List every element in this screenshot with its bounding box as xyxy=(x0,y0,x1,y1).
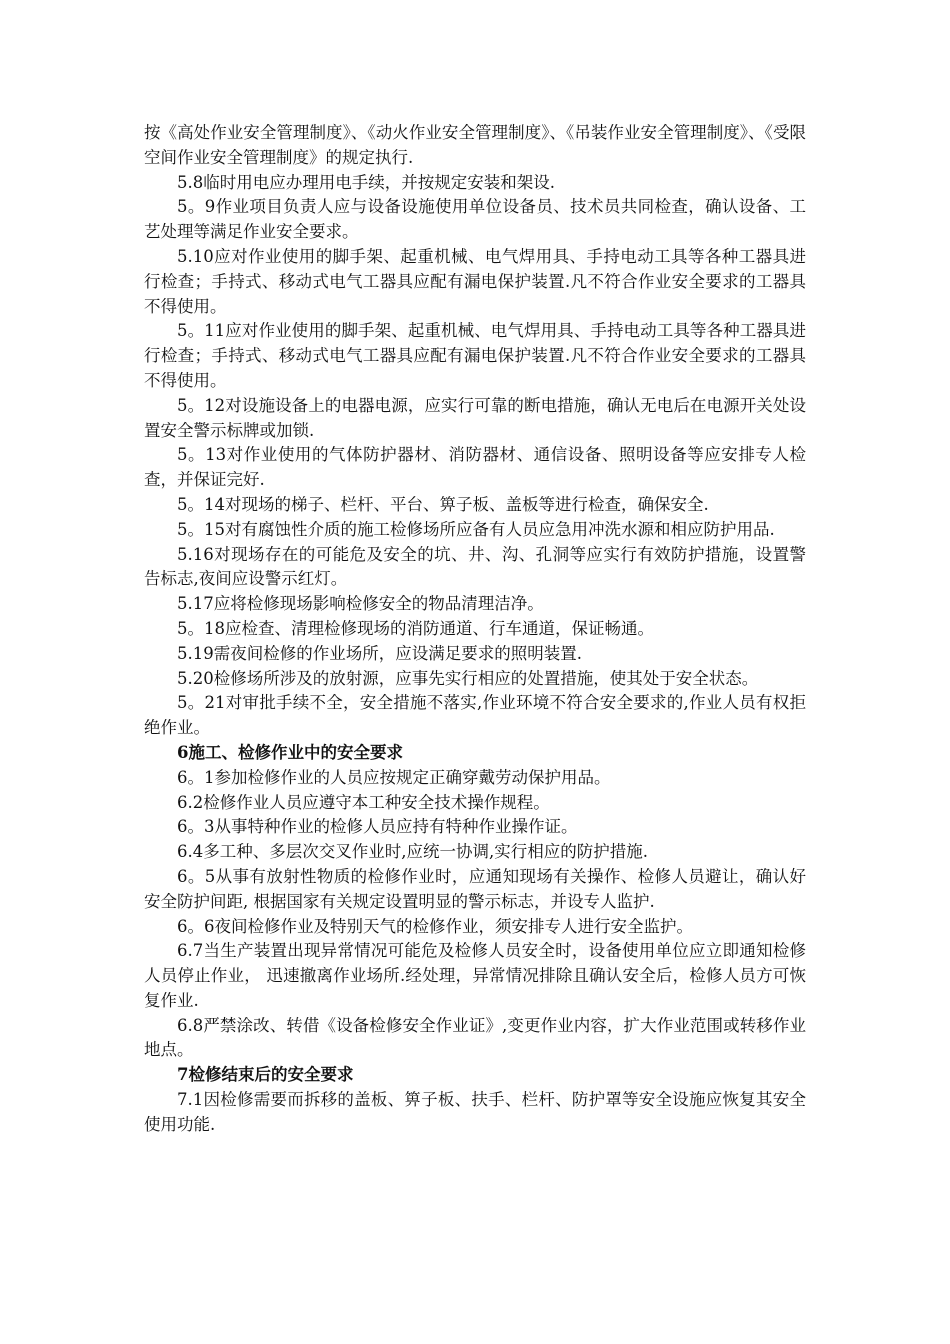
body-paragraph: 6.4多工种、多层次交叉作业时,应统一协调,实行相应的防护措施. xyxy=(177,842,648,862)
section-heading: 6施工、检修作业中的安全要求 xyxy=(177,742,403,762)
body-paragraph: 6.2检修作业人员应遵守本工种安全技术操作规程。 xyxy=(177,792,550,812)
body-paragraph: 6。6夜间检修作业及特别天气的检修作业，须安排专人进行安全监护。 xyxy=(177,916,693,936)
body-paragraph: 5.16对现场存在的可能危及安全的坑、井、沟、孔洞等应实行有效防护措施，设置警告标志,夜间应设警示红灯。 xyxy=(144,544,806,589)
body-paragraph: 5。9作业项目负责人应与设备设施使用单位设备员、技术员共同检查，确认设备、工艺处理等满足作业安全要求。 xyxy=(144,197,806,242)
body-paragraph: 5。12对设施设备上的电器电源，应实行可靠的断电措施，确认无电后在电源开关处设置安全警示标牌或加锁. xyxy=(144,395,806,440)
body-paragraph: 5.19需夜间检修的作业场所，应设满足要求的照明装置. xyxy=(177,643,582,663)
body-paragraph: 5。18应检查、清理检修现场的消防通道、行车通道，保证畅通。 xyxy=(177,618,654,638)
body-paragraph: 6.7当生产装置出现异常情况可能危及检修人员安全时，设备使用单位应立即通知检修人员停止作业， 迅速撤离作业场所.经处理，异常情况排除且确认安全后，检修人员方可恢复作业. xyxy=(144,941,806,1010)
body-paragraph: 5。14对现场的梯子、栏杆、平台、箅子板、盖板等进行检查，确保安全. xyxy=(177,494,709,514)
document-body xyxy=(144,121,806,1138)
body-paragraph: 5.17应将检修现场影响检修安全的物品清理洁净。 xyxy=(177,594,544,614)
body-paragraph: 5。15对有腐蚀性介质的施工检修场所应备有人员应急用冲洗水源和相应防护用品. xyxy=(177,519,775,539)
body-paragraph: 按《高处作业安全管理制度》、《动火作业安全管理制度》、《吊装作业安全管理制度》、《受限空间作业安全管理制度》的规定执行. xyxy=(144,123,806,167)
body-paragraph: 5。11应对作业使用的脚手架、起重机械、电气焊用具、手持电动工具等各种工器具进行检查；手持式、移动式电气工器具应配有漏电保护装置.凡不符合作业安全要求的工器具不得使用。 xyxy=(144,321,806,390)
body-paragraph: 5。13对作业使用的气体防护器材、消防器材、通信设备、照明设备等应安排专人检查，并保证完好. xyxy=(144,445,806,490)
body-paragraph: 5.8临时用电应办理用电手续，并按规定安装和架设. xyxy=(177,172,555,192)
body-paragraph: 6.8严禁涂改、转借《设备检修安全作业证》,变更作业内容，扩大作业范围或转移作业地点。 xyxy=(144,1015,806,1060)
body-paragraph: 6。3从事特种作业的检修人员应持有特种作业操作证。 xyxy=(177,817,578,837)
section-heading: 7检修结束后的安全要求 xyxy=(177,1065,354,1085)
body-paragraph: 5.20检修场所涉及的放射源，应事先实行相应的处置措施，使其处于安全状态。 xyxy=(177,668,759,688)
body-paragraph: 6。5从事有放射性物质的检修作业时，应通知现场有关操作、检修人员避让，确认好安全防护间距, 根据国家有关规定设置明显的警示标志，并设专人监护. xyxy=(144,866,806,911)
body-paragraph: 6。1参加检修作业的人员应按规定正确穿戴劳动保护用品。 xyxy=(177,767,611,787)
body-paragraph: 5.10应对作业使用的脚手架、起重机械、电气焊用具、手持电动工具等各种工器具进行检查；手持式、移动式电气工器具应配有漏电保护装置.凡不符合作业安全要求的工器具不得使用。 xyxy=(144,246,806,316)
body-paragraph: 5。21对审批手续不全，安全措施不落实,作业环境不符合安全要求的,作业人员有权拒绝作业。 xyxy=(144,693,806,738)
body-paragraph: 7.1因检修需要而拆移的盖板、箅子板、扶手、栏杆、防护罩等安全设施应恢复其安全使用功能. xyxy=(144,1090,806,1134)
